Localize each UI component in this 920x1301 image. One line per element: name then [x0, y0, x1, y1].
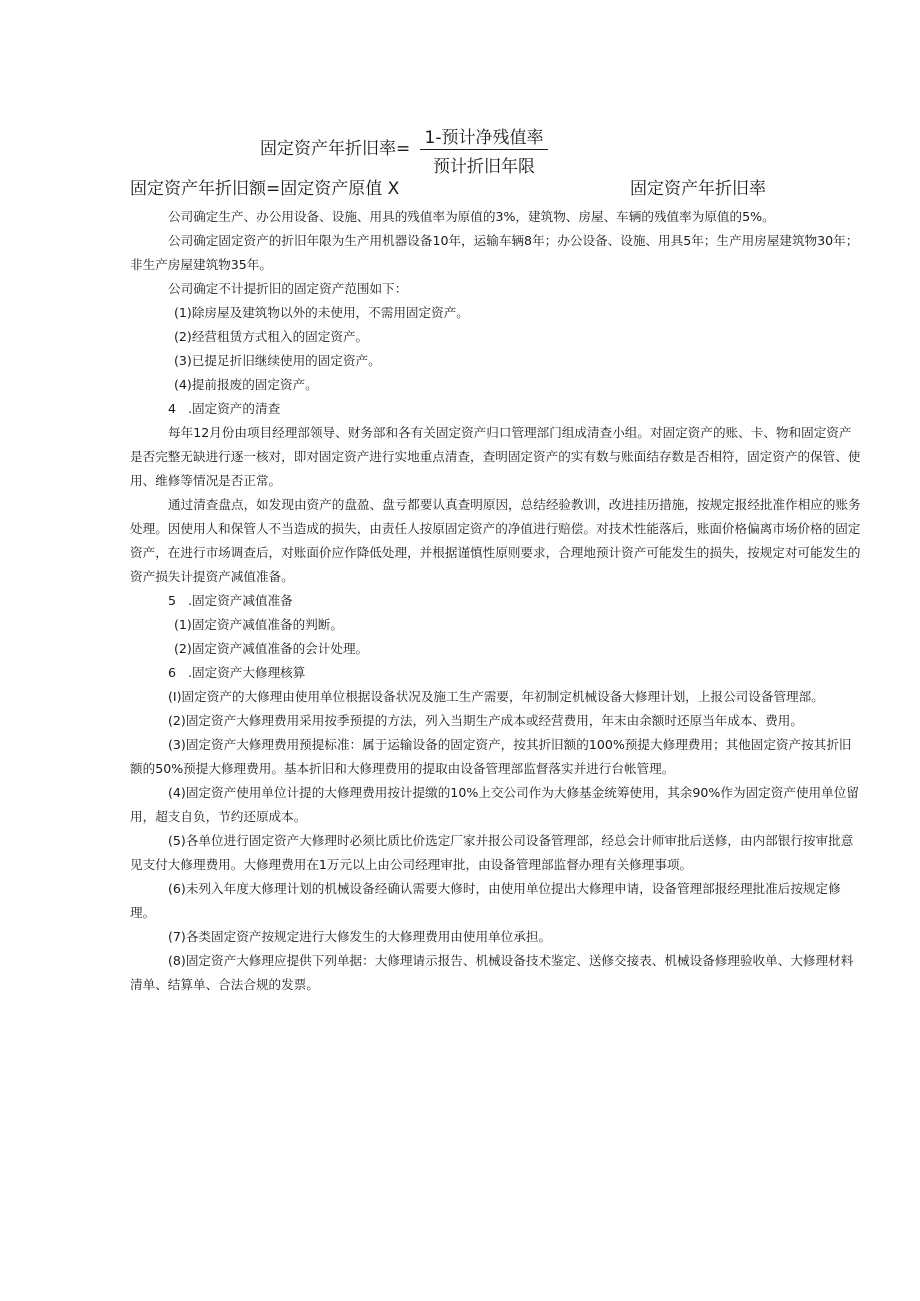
- inventory-paragraph: 每年12月份由项目经理部领导、财务部和各有关固定资产归口管理部门组成清查小组。对固定资产的账、卡、物和固定资产是否完整无缺进行逐一核对，即对固定资产进行实地重点清查，查明固定资产的实有数与账面结存数是否相符，固定资产的保管、使用、维修等情况是否正常。: [130, 425, 861, 488]
- repair-item: (4)固定资产使用单位计提的大修理费用按计提缴的10%上交公司作为大修基金统筹使用，其余90%作为固定资产使用单位留用，超支自负，节约还原成本。: [130, 785, 859, 824]
- fraction-numerator: 1-预计净残值率: [420, 123, 548, 150]
- no-depreciation-intro: 公司确定不计提折旧的固定资产范围如下：: [168, 281, 408, 296]
- salvage-rate-paragraph: 公司确定生产、办公用设备、设施、用具的残值率为原值的3%，建筑物、房屋、车辆的残值率为原值的5%。: [168, 209, 775, 224]
- depreciation-rate-fraction: [420, 123, 548, 177]
- repair-item: (3)固定资产大修理费用预提标准：属于运输设备的固定资产，按其折旧额的100%预提大修理费用；其他固定资产按其折旧额的50%预提大修理费用。基本折旧和大修理费用的提取由设备管理部监督落实并进行台帐管理。: [130, 737, 852, 776]
- depreciation-amount-rate-term: 固定资产年折旧率: [630, 179, 766, 199]
- section-number: 4: [168, 401, 177, 416]
- repair-item: (8)固定资产大修理应提供下列单据：大修理请示报告、机械设备技术鉴定、送修交接表、机械设备修理验收单、大修理材料清单、结算单、合法合规的发票。: [130, 953, 854, 992]
- repair-item: (6)未列入年度大修理计划的机械设备经确认需要大修时，由使用单位提出大修理申请，设备管理部报经理批准后按规定修理。: [130, 881, 841, 920]
- section-heading-5: [130, 589, 862, 613]
- useful-life-paragraph: 公司确定固定资产的折旧年限为生产用机器设备10年，运输车辆8年；办公设备、设施、用具5年；生产用房屋建筑物30年；非生产房屋建筑物35年。: [130, 233, 859, 272]
- section-number: 5: [168, 593, 177, 608]
- section-title: .固定资产大修理核算: [188, 665, 306, 680]
- repair-item: (I)固定资产的大修理由使用单位根据设备状况及施工生产需要，年初制定机械设备大修理计划，上报公司设备管理部。: [168, 689, 824, 704]
- list-item: (3)已提足折旧继续使用的固定资产。: [174, 353, 381, 368]
- list-item: (4)提前报废的固定资产。: [174, 377, 318, 392]
- repair-item: (7)各类固定资产按规定进行大修发生的大修理费用由使用单位承担。: [168, 929, 552, 944]
- document-body: [130, 205, 862, 997]
- section-title: .固定资产的清查: [188, 401, 281, 416]
- depreciation-amount-formula: 固定资产年折旧额=固定资产原值 X: [130, 179, 400, 199]
- list-item: (1)固定资产减值准备的判断。: [174, 617, 343, 632]
- list-item: (1)除房屋及建筑物以外的未使用，不需用固定资产。: [174, 305, 469, 320]
- section-heading-4: [130, 397, 862, 421]
- fraction-denominator: 预计折旧年限: [433, 157, 535, 177]
- repair-item: (5)各单位进行固定资产大修理时必须比质比价选定厂家并报公司设备管理部，经总会计师审批后送修，由内部银行按审批意见支付大修理费用。大修理费用在1万元以上由公司经理审批，由设备管理部监督办理有关修理事项。: [130, 833, 854, 872]
- section-heading-6: [130, 661, 862, 685]
- depreciation-rate-formula-label: 固定资产年折旧率=: [260, 139, 411, 159]
- list-item: (2)经营租赁方式租入的固定资产。: [174, 329, 369, 344]
- section-number: 6: [168, 665, 177, 680]
- section-title: .固定资产减值准备: [188, 593, 293, 608]
- repair-item: (2)固定资产大修理费用采用按季预提的方法，列入当期生产成本或经营费用，年末由余额时还原当年成本、费用。: [168, 713, 803, 728]
- inventory-handling-paragraph: 通过清查盘点，如发现由资产的盘盈、盘亏都要认真查明原因，总结经验教训，改进挂历措施，按规定报经批准作相应的账务处理。因使用人和保管人不当造成的损失，由责任人按原固定资产的净值进行赔偿。对技术性能落后，账面价格偏离市场价格的固定资产，在进行市场调查后，对账面价应作降低处理，并根据谨慎性原则要求，合理地预计资产可能发生的损失，按规定对可能发生的资产损失计提资产减值准备。: [130, 497, 861, 584]
- list-item: (2)固定资产减值准备的会计处理。: [174, 641, 369, 656]
